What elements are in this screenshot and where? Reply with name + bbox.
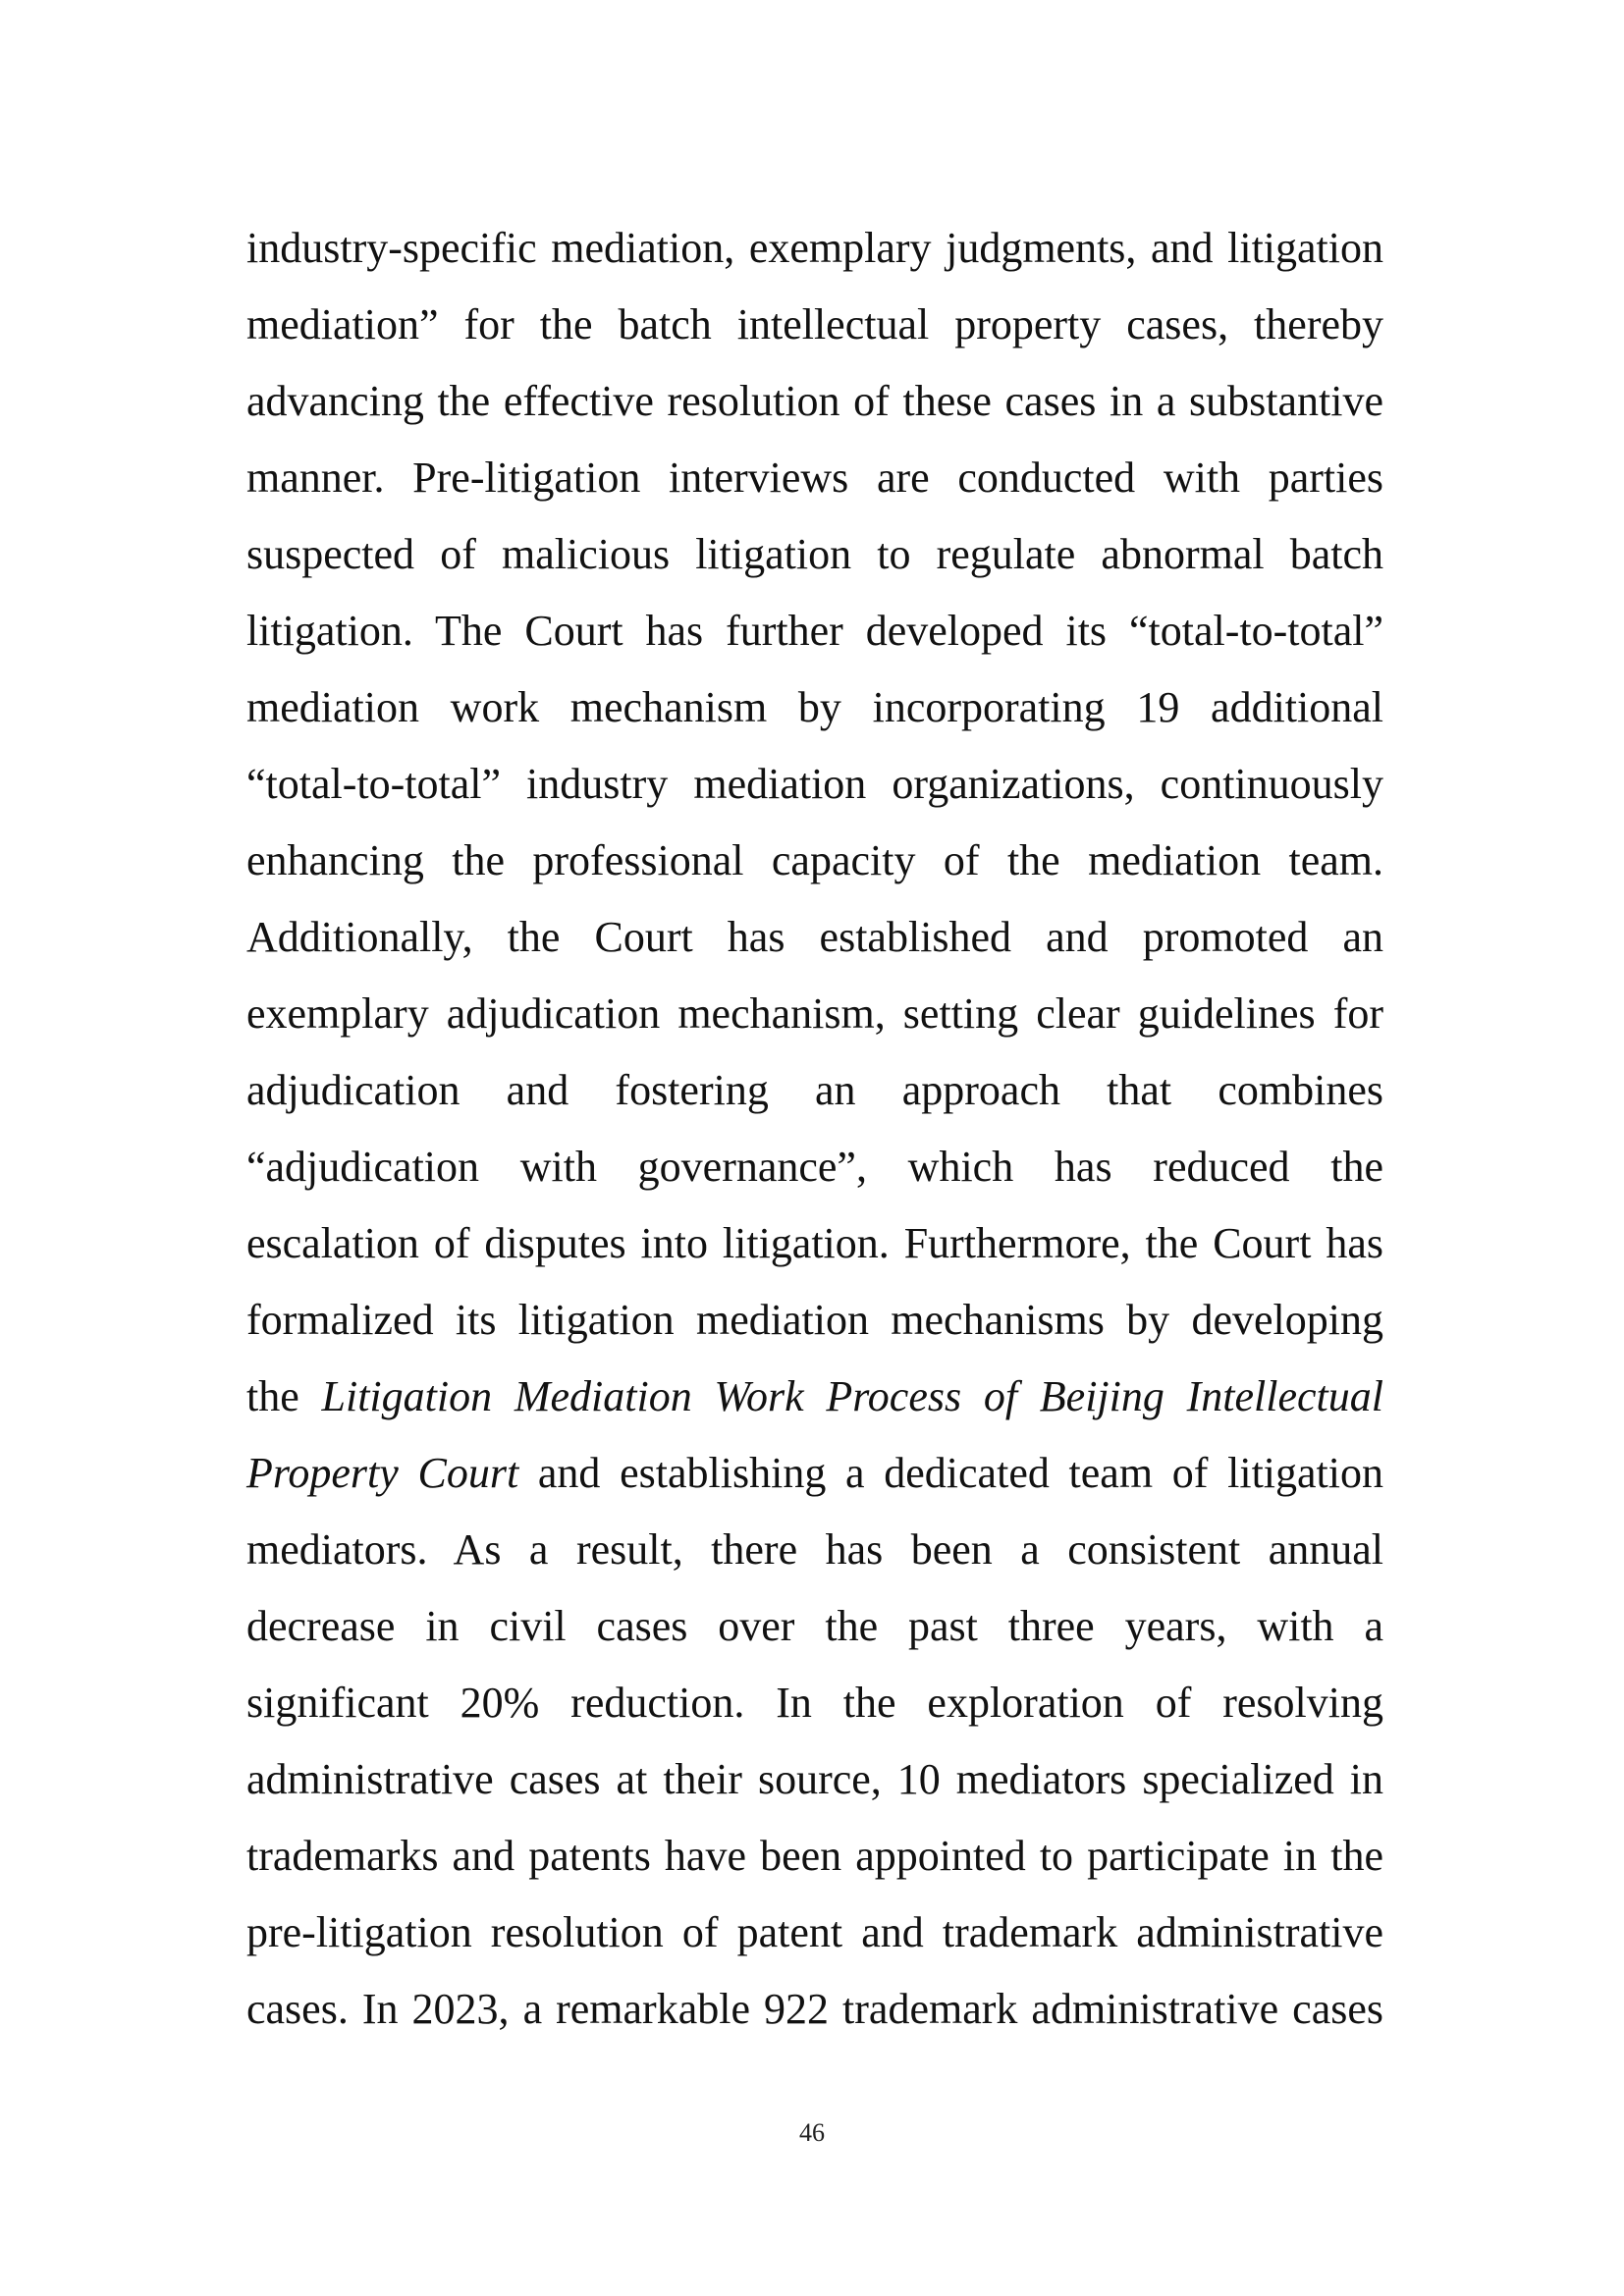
text-line: advancing the effective resolution of these cases in a substantive xyxy=(246,377,1383,425)
text-line: trademarks and patents have been appointed to participate in the xyxy=(246,1832,1383,1880)
text-line-with-title xyxy=(246,1435,1383,1512)
text-line: mediation” for the batch intellectual property cases, thereby xyxy=(246,300,1383,348)
text-line: exemplary adjudication mechanism, setting clear guidelines for xyxy=(246,989,1383,1038)
text-line: administrative cases at their source, 10 mediators specialized in xyxy=(246,1755,1383,1803)
text-line: Additionally, the Court has established and promoted an xyxy=(246,913,1383,961)
text-line: significant 20% reduction. In the exploration of resolving xyxy=(246,1679,1383,1727)
page-number: 46 xyxy=(799,2118,825,2147)
text-line: suspected of malicious litigation to regulate abnormal batch xyxy=(246,530,1383,578)
text-line-prefix: the xyxy=(246,1372,322,1420)
text-line: enhancing the professional capacity of the mediation team. xyxy=(246,836,1383,884)
text-line: “total-to-total” industry mediation organizations, continuously xyxy=(246,760,1383,808)
text-line: pre-litigation resolution of patent and trademark administrative xyxy=(246,1908,1383,1956)
body-paragraph xyxy=(246,210,1383,2048)
text-line: litigation. The Court has further developed its “total-to-total” xyxy=(246,607,1383,655)
document-title-italic: Property Court xyxy=(246,1449,519,1497)
text-line: cases. In 2023, a remarkable 922 trademark administrative cases xyxy=(246,1985,1383,2033)
text-line: “adjudication with governance”, which has reduced the xyxy=(246,1143,1383,1191)
text-line: formalized its litigation mediation mechanisms by developing xyxy=(246,1296,1383,1344)
text-line: mediators. As a result, there has been a consistent annual xyxy=(246,1525,1383,1574)
text-line-with-title xyxy=(246,1359,1383,1435)
text-line: industry-specific mediation, exemplary judgments, and litigation xyxy=(246,224,1383,272)
text-line: escalation of disputes into litigation. Furthermore, the Court has xyxy=(246,1219,1383,1267)
text-line: decrease in civil cases over the past three years, with a xyxy=(246,1602,1383,1650)
document-title-italic: Litigation Mediation Work Process of Beijing Intellectual xyxy=(321,1372,1383,1420)
text-line: mediation work mechanism by incorporating 19 additional xyxy=(246,683,1383,731)
text-line: adjudication and fostering an approach that combines xyxy=(246,1066,1383,1114)
text-line: manner. Pre-litigation interviews are conducted with parties xyxy=(246,454,1383,502)
text-line-suffix: and establishing a dedicated team of litigation xyxy=(518,1449,1384,1497)
